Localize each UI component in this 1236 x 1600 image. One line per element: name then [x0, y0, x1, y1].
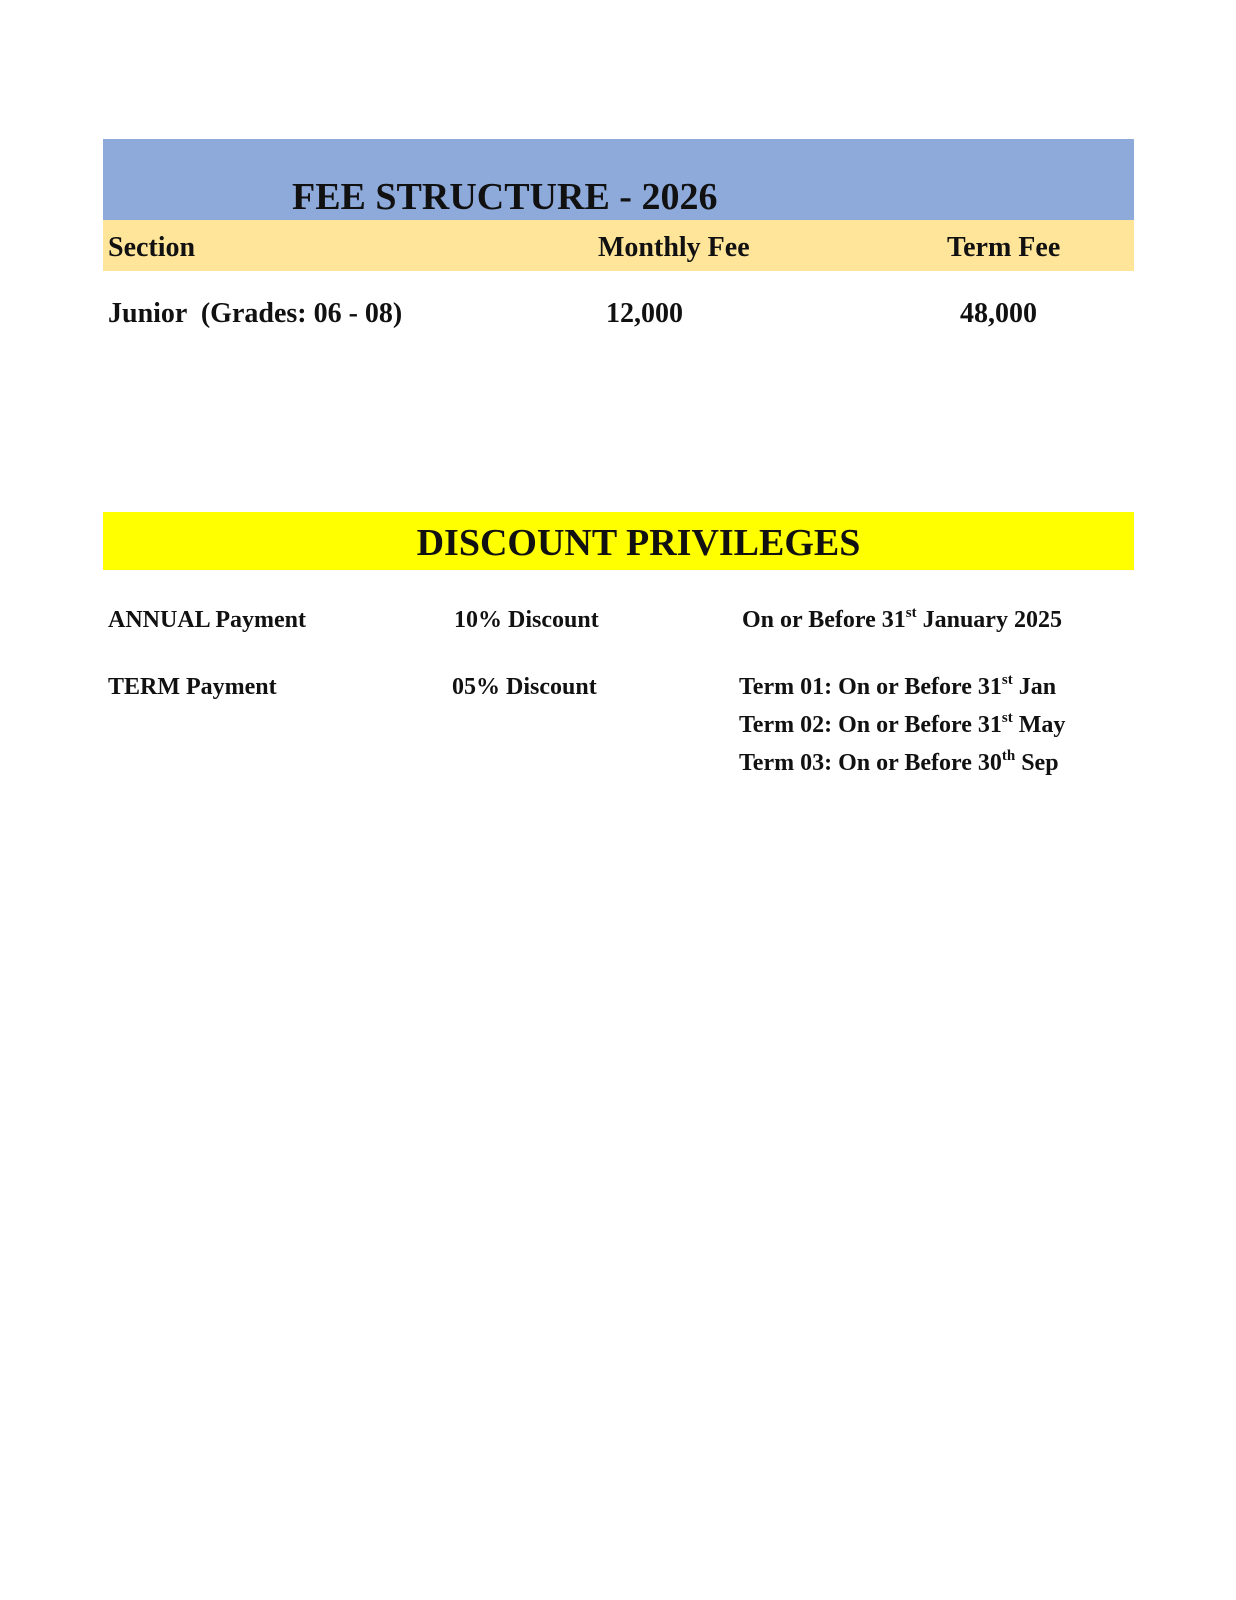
annual-deadline: On or Before 31st January 2025: [742, 605, 1062, 633]
row-term-fee: 48,000: [960, 298, 1037, 329]
row-section: Junior (Grades: 06 - 08): [108, 298, 403, 329]
term-03-deadline: Term 03: On or Before 30th Sep: [739, 748, 1059, 776]
term-discount: 05% Discount: [452, 674, 597, 700]
row-monthly-fee: 12,000: [606, 298, 683, 329]
annual-discount: 10% Discount: [454, 607, 599, 633]
annual-payment-label: ANNUAL Payment: [108, 607, 306, 633]
term-payment-label: TERM Payment: [108, 674, 277, 700]
header-monthly-fee: Monthly Fee: [598, 232, 750, 263]
discount-title: DISCOUNT PRIVILEGES: [416, 522, 861, 564]
header-term-fee: Term Fee: [947, 232, 1061, 263]
term-02-deadline: Term 02: On or Before 31st May: [739, 710, 1066, 738]
fee-structure-title: FEE STRUCTURE - 2026: [292, 176, 718, 218]
header-section: Section: [108, 232, 196, 263]
term-01-deadline: Term 01: On or Before 31st Jan: [739, 672, 1057, 700]
